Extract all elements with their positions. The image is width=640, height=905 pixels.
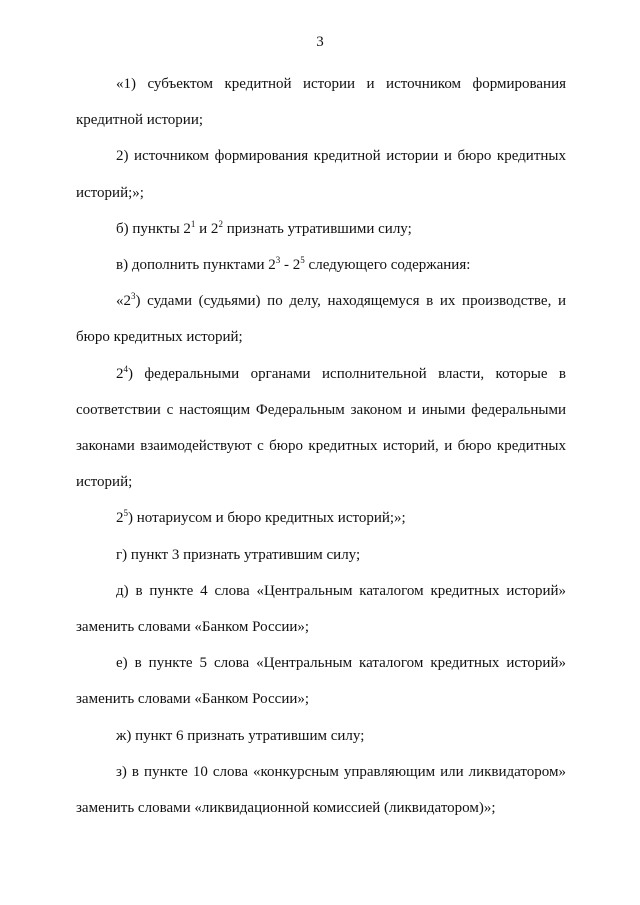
- text-run: и 2: [195, 220, 219, 237]
- text-run: г) пункт 3 признать утратившим силу;: [116, 546, 361, 563]
- text-run: «2: [116, 293, 131, 310]
- text-run: з) в пункте 10 слова «конкурсным управляющим или ликвидатором» заменить словами «ликвидационной комиссией (ликвидатором)»;: [76, 763, 566, 817]
- superscript-index: 5: [123, 508, 128, 519]
- text-run: ) судами (судьями) по делу, находящемуся в их производстве, и бюро кредитных историй;: [76, 293, 566, 346]
- text-run: е) в пункте 5 слова «Центральным каталогом кредитных историй» заменить словами «Банком России»;: [76, 655, 566, 708]
- text-run: признать утратившими силу;: [222, 220, 412, 237]
- superscript-index: 3: [131, 291, 136, 302]
- text-run: «1) субъектом кредитной истории и источником формирования кредитной истории;: [76, 76, 566, 129]
- superscript-index: 3: [275, 255, 281, 266]
- paragraph: [76, 754, 566, 826]
- text-run: - 2: [280, 257, 301, 274]
- text-run: ) федеральными органами исполнительной власти, которые в соответствии с настоящим Федеральным законом и иными федеральными законами взаимодействуют с бюро кредитных историй, и бюро кредитных историй;: [76, 365, 566, 491]
- paragraph: [76, 66, 566, 138]
- paragraph: [76, 537, 566, 573]
- paragraph: [76, 247, 566, 283]
- paragraph: [76, 645, 566, 717]
- text-run: 2: [116, 510, 124, 527]
- text-run: следующего содержания:: [304, 257, 471, 274]
- paragraph: [76, 138, 566, 210]
- paragraph: [76, 356, 566, 501]
- text-run: ж) пункт 6 признать утратившим силу;: [116, 727, 365, 744]
- text-run: ) нотариусом и бюро кредитных историй;»;: [128, 510, 406, 527]
- page-number: 3: [316, 34, 324, 50]
- superscript-index: 5: [300, 255, 305, 266]
- text-run: д) в пункте 4 слова «Центральным каталогом кредитных историй» заменить словами «Банком России»;: [76, 582, 566, 636]
- paragraph: [76, 573, 566, 645]
- paragraph: [76, 718, 566, 754]
- superscript-index: 1: [190, 218, 196, 229]
- superscript-index: 2: [218, 218, 223, 229]
- paragraph: [76, 500, 566, 536]
- superscript-index: 4: [123, 363, 128, 374]
- text-run: 2: [116, 365, 124, 382]
- text-run: 2) источником формирования кредитной истории и бюро кредитных историй;»;: [76, 148, 566, 201]
- text-run: в) дополнить пунктами 2: [116, 257, 276, 274]
- paragraph: [76, 283, 566, 355]
- paragraph: [76, 211, 566, 247]
- text-run: б) пункты 2: [116, 220, 191, 237]
- document-body: [76, 66, 566, 826]
